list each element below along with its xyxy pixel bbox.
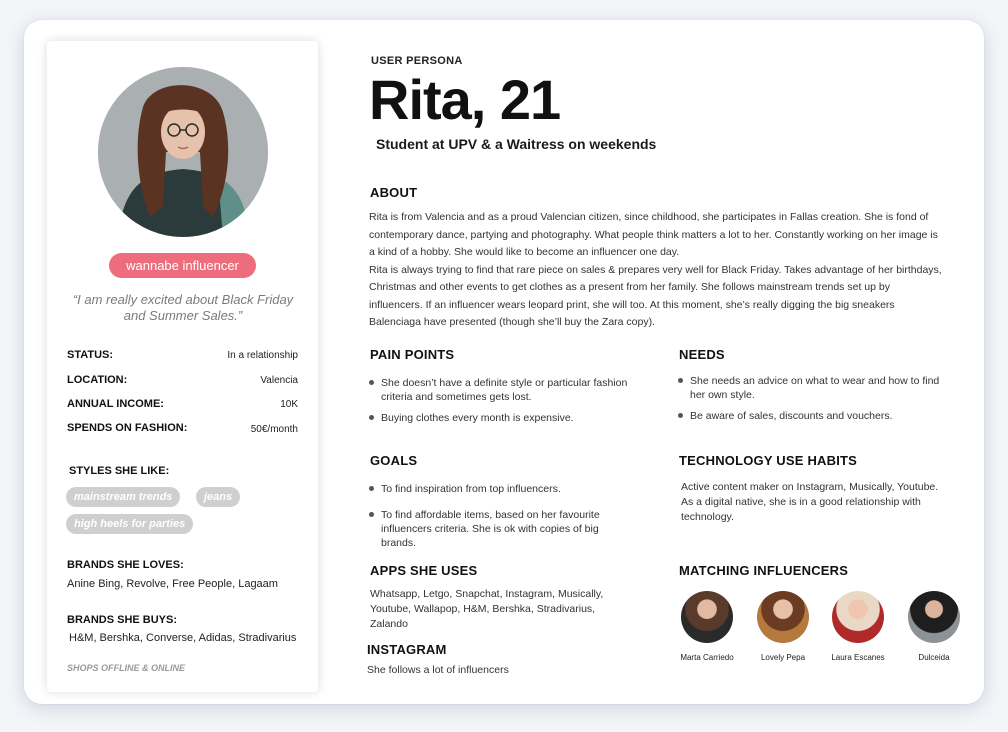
influencer-avatar <box>908 591 960 643</box>
influencer-avatar <box>757 591 809 643</box>
goals-heading: GOALS <box>370 453 418 468</box>
about-paragraph-1: Rita is from Valencia and as a proud Valencian citizen, since childhood, she participates in Fallas creation. She is fond of contemporary dance, partying and photography. What people think matters a lot to her. Constantly working on her image is a kind of a hobby. She would like to become an influencer one day. <box>369 211 938 258</box>
apps-heading: APPS SHE USES <box>370 563 478 578</box>
page-title: Rita, 21 <box>369 68 561 131</box>
income-value: 10K <box>280 399 298 410</box>
influencer-card <box>672 591 742 662</box>
influencer-avatar <box>832 591 884 643</box>
influencer-name: Lovely Pepa <box>760 653 806 662</box>
persona-tag: wannabe influencer <box>109 253 256 278</box>
brands-loves-text: Anine Bing, Revolve, Free People, Lagaam <box>67 578 278 590</box>
list-item: Buying clothes every month is expensive. <box>369 411 629 425</box>
location-value: Valencia <box>260 375 298 386</box>
income-label: ANNUAL INCOME: <box>67 398 164 410</box>
tech-habits-heading: TECHNOLOGY USE HABITS <box>679 453 858 468</box>
influencer-name: Marta Carriedo <box>680 653 734 662</box>
spends-label: SPENDS ON FASHION: <box>67 422 188 434</box>
persona-avatar <box>98 67 268 237</box>
persona-quote: “I am really excited about Black Friday and Summer Sales.” <box>72 292 294 323</box>
list-item: Be aware of sales, discounts and vouchers. <box>678 409 943 423</box>
apps-text: Whatsapp, Letgo, Snapchat, Instagram, Musically, Youtube, Wallapop, H&M, Bershka, Stradivarius, Zalando <box>370 588 604 630</box>
style-tag: high heels for parties <box>66 514 193 534</box>
instagram-text: She follows a lot of influencers <box>367 664 509 676</box>
influencer-name: Dulceida <box>918 653 950 662</box>
shops-note: SHOPS OFFLINE & ONLINE <box>67 663 186 673</box>
list-item: To find affordable items, based on her favourite influencers criteria. She is ok with copies of big brands. <box>369 508 634 550</box>
status-label: STATUS: <box>67 349 114 361</box>
status-value: In a relationship <box>227 350 298 361</box>
list-item: She doesn’t have a definite style or particular fashion criteria and sometimes gets lost. <box>369 376 629 404</box>
page-eyebrow: USER PERSONA <box>371 55 463 67</box>
needs-heading: NEEDS <box>679 347 725 362</box>
influencers-heading: MATCHING INFLUENCERS <box>679 563 849 578</box>
influencer-avatar <box>681 591 733 643</box>
persona-subtitle: Student at UPV & a Waitress on weekends <box>376 136 657 152</box>
about-text <box>369 209 944 332</box>
styles-heading: STYLES SHE LIKE: <box>69 465 170 477</box>
tech-habits-text: Active content maker on Instagram, Musically, Youtube. As a digital native, she is in a good relationship with technology. <box>681 481 939 523</box>
location-label: LOCATION: <box>67 374 128 386</box>
influencer-card <box>823 591 893 662</box>
brands-buys-text: H&M, Bershka, Converse, Adidas, Stradivarius <box>69 632 297 644</box>
influencer-name: Laura Escanes <box>831 653 885 662</box>
influencer-card <box>748 591 818 662</box>
brands-loves-heading: BRANDS SHE LOVES: <box>67 559 184 571</box>
needs-list <box>678 374 943 430</box>
pain-points-heading: PAIN POINTS <box>370 347 455 362</box>
style-tag: mainstream trends <box>66 487 180 507</box>
spends-value: 50€/month <box>250 424 298 435</box>
brands-buys-heading: BRANDS SHE BUYS: <box>67 614 178 626</box>
about-heading: ABOUT <box>370 185 418 200</box>
pain-points-list <box>369 376 629 432</box>
list-item: She needs an advice on what to wear and how to find her own style. <box>678 374 943 402</box>
style-tag: jeans <box>196 487 240 507</box>
about-paragraph-2: Rita is always trying to find that rare piece on sales & prepares very well for Black Friday. Takes advantage of her birthdays, Christmas and other events to get clothes as a present from her family. She follows mainstream trends set up by influencers. If an influencer wears leopard print, she will too. At this moment, she’s really digging the big sneakers Balenciaga have presented (though she’ll buy the Zara copy). <box>369 263 942 328</box>
instagram-heading: INSTAGRAM <box>367 642 447 657</box>
list-item: To find inspiration from top influencers. <box>369 482 634 496</box>
influencer-card <box>899 591 969 662</box>
goals-list <box>369 482 634 557</box>
